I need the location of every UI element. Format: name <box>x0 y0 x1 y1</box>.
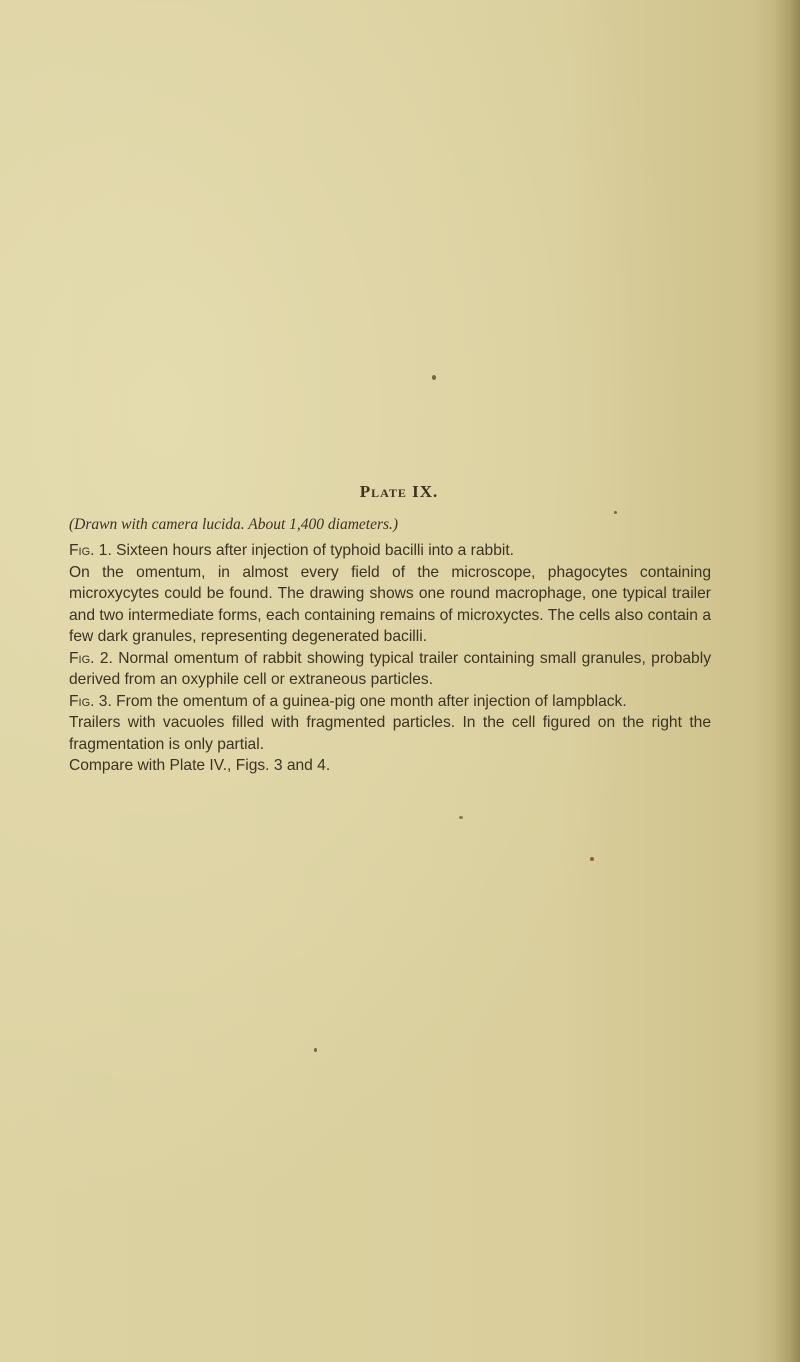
caption-paragraph <box>69 691 711 713</box>
paper-speck <box>590 857 594 861</box>
plate-title <box>69 482 711 502</box>
plate-title-text: Plate IX. <box>359 482 439 501</box>
paragraph-text: Sixteen hours after injection of typhoid bacilli into a rabbit. <box>111 542 515 559</box>
paragraph-text: Normal omentum of rabbit showing typical trailer containing small granules, probably derived from an oxyphile cell or extraneous particles. <box>69 649 711 688</box>
figure-label: Fig. 1. <box>69 542 112 559</box>
paragraph-text: On the omentum, in almost every field of the microscope, phagocytes containing microxycytes could be found. The drawing shows one round macrophage, one typical trailer and two intermediate forms, each containing remains of microxyctes. The cells also contain a few dark granules, representing degenerated bacilli. <box>69 563 711 645</box>
caption-paragraph <box>69 648 711 691</box>
plate-caption-block <box>69 482 711 777</box>
paragraph-text: Trailers with vacuoles filled with fragmented particles. In the cell figured on the right the fragmentation is only partial. <box>69 714 711 753</box>
caption-paragraph <box>69 755 711 777</box>
caption-paragraph <box>69 562 711 648</box>
paragraph-text: From the omentum of a guinea-pig one month after injection of lampblack. <box>111 692 627 710</box>
caption-paragraph <box>69 540 711 562</box>
figure-label: Fig. 3. <box>69 692 112 710</box>
paper-speck <box>459 816 463 819</box>
paragraph-text: Compare with Plate IV., Figs. 3 and 4. <box>69 757 331 774</box>
paper-speck <box>432 375 436 380</box>
paper-speck <box>314 1048 317 1052</box>
figure-label: Fig. 2. <box>69 649 113 667</box>
caption-paragraph <box>69 712 711 755</box>
page-edge-shadow <box>774 0 800 1362</box>
plate-subtitle: (Drawn with camera lucida. About 1,400 diameters.) <box>69 516 399 533</box>
